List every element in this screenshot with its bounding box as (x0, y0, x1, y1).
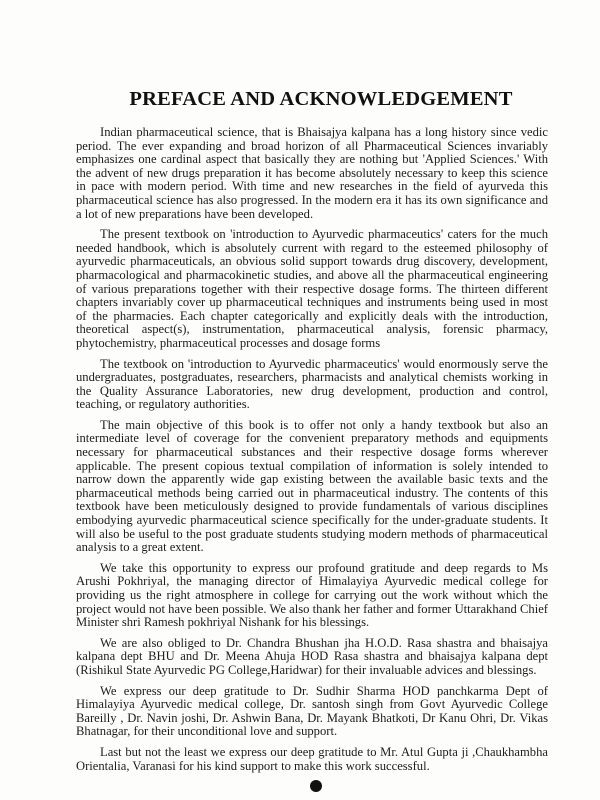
paragraph-audience: The textbook on 'introduction to Ayurvedic pharmaceutics' would enormously serve the undergraduates, postgraduates, researchers, pharmacists and analytical chemists working in the Quality Assurance Laboratories, new drug development, production and control, teaching, or regulatory authorities. (76, 356, 548, 412)
paragraph-objective: The main objective of this book is to offer not only a handy textbook but also an intermediate level of coverage for the convenient preparatory methods and equipments necessary for pharmaceutical substances and their respective dosage forms wherever applicable. The present copious textual compilation of information is solely intended to narrow down the apparently wide gap existing between the available basic texts and the pharmaceutical methods being carried out in pharmaceutical industry. The contents of this textbook have been meticulously designed to provide fundamentals of various disciplines embodying ayurvedic pharmaceutical science specifically for the under-graduate students. It will also be useful to the post graduate students studying modern methods of pharmaceutical analysis to a great extent. (76, 417, 548, 555)
paragraph-textbook-overview: The present textbook on 'introduction to Ayurvedic pharmaceutics' caters for the much needed handbook, which is absolutely current with regard to the esteemed philosophy of ayurvedic pharmaceuticals, an obvious solid support towards drug discovery, development, pharmacological and pharmacokinetic studies, and above all the pharmaceutical engineering of various preparations together with their respective dosage forms. The thirteen different chapters invariably cover up pharmaceutical techniques and instruments being used in most of the pharmacies. Each chapter categorically and explicitly deals with the introduction, theoretical aspect(s), instrumentation, pharmaceutical analysis, forensic pharmacy, phytochemistry, pharmaceutical processes and dosage forms (76, 227, 548, 350)
end-bullet-icon (310, 780, 322, 792)
paragraph-acknowledgement-pokhriyal: We take this opportunity to express our profound gratitude and deep regards to Ms Arushi Pokhriyal, the managing director of Himalayiya Ayurvedic medical college for providing us the right atmosphere in college for carrying out the work without which the project would not have been possible. We also thank her father and former Uttarakhand Chief Minister shri Ramesh pokhriyal Nishank for his blessings. (76, 560, 548, 630)
paragraph-intro: Indian pharmaceutical science, that is Bhaisajya kalpana has a long history since vedic period. The ever expanding and broad horizon of all Pharmaceutical Sciences invariably emphasizes one cardinal aspect that basically they are nothing but 'Applied Sciences.' With the advent of new drugs preparation it has become absolutely necessary to keep this science in pace with modern period. With time and new researches in the field of ayurveda this pharmaceutical science has also progressed. In the modern era it has its own significance and a lot of new preparations have been developed. (76, 125, 548, 221)
paragraph-acknowledgement-colleagues: We express our deep gratitude to Dr. Sudhir Sharma HOD panchkarma Dept of Himalayiya Ayurvedic medical college, Dr. santosh singh from Govt Ayurvedic College Bareilly , Dr. Navin joshi, Dr. Ashwin Bana, Dr. Mayank Bhatkoti, Dr Kanu Ohri, Dr. Vikas Bhatnagar, for their unconditional love and support. (76, 683, 548, 739)
paragraph-acknowledgement-publisher: Last but not the least we express our deep gratitude to Mr. Atul Gupta ji ,Chaukhambha Orientalia, Varanasi for his kind support to make this work successful. (76, 744, 548, 773)
paragraph-acknowledgement-advisors: We are also obliged to Dr. Chandra Bhushan jha H.O.D. Rasa shastra and bhaisajya kalpana dept BHU and Dr. Meena Ahuja HOD Rasa shastra and bhaisajya kalpana dept (Rishikul State Ayurvedic PG College,Haridwar) for their invaluable advices and blessings. (76, 635, 548, 677)
page-title: PREFACE AND ACKNOWLEDGEMENT (129, 88, 513, 110)
